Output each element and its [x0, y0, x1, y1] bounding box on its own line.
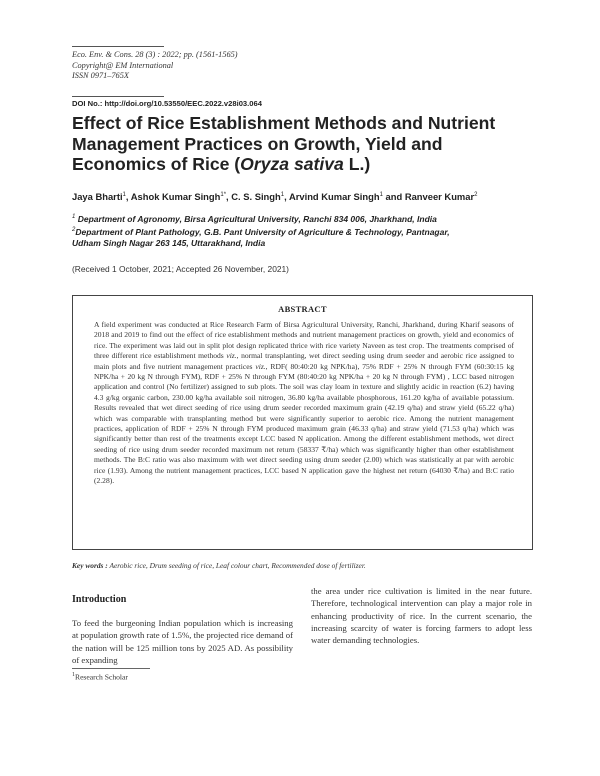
footnote-marker: 1 — [72, 672, 75, 678]
footnote-text: Research Scholar — [75, 672, 128, 682]
author-separator: , — [284, 191, 289, 202]
author-affiliation-marker: 2 — [474, 191, 478, 198]
keywords-label: Key words : — [72, 561, 108, 570]
author-affiliation-marker: 1 — [379, 191, 383, 198]
introduction-left-column: To feed the burgeoning Indian population which is increasing at population growth rate of 1.5%, the projected rice demand of the nation will be 125 million tons by 2025 AD. As possibility of expanding — [72, 618, 293, 665]
author-name: Arvind Kumar Singh — [288, 191, 380, 202]
abstract-box — [72, 295, 533, 550]
title-line-2: Management Practices on Growth, Yield and — [72, 133, 443, 154]
abstract-heading: ABSTRACT — [278, 304, 327, 314]
author-name: Ranveer Kumar — [404, 191, 475, 202]
journal-copyright: Copyright@ EM International — [72, 60, 174, 70]
affiliation-2 — [72, 225, 450, 250]
affiliation-text: Department of Plant Pathology, G.B. Pant University of Agriculture & Technology, Pantnagar, — [75, 226, 450, 237]
footnote-rule — [72, 668, 150, 669]
author-name: C. S. Singh — [231, 191, 281, 202]
author-name: Ashok Kumar Singh — [130, 191, 221, 202]
author-affiliation-marker: 1 — [280, 191, 285, 198]
author-separator: and — [382, 191, 405, 202]
author-separator: , — [226, 191, 232, 202]
title-line-3-suffix: L.) — [343, 154, 371, 174]
abstract-text-part-b: , normal transplanting, wet direct seeding using drum seeder and aerobic rice assigned to main plots and five nutrient management practices — [94, 351, 514, 371]
affiliation-marker: 2 — [72, 227, 76, 233]
author-name: Jaya Bharti — [72, 191, 123, 202]
author-affiliation-marker: 1 — [122, 191, 126, 198]
author-affiliation-marker: 1* — [220, 191, 227, 198]
affiliation-marker: 1 — [72, 214, 76, 220]
author-list — [72, 191, 477, 202]
affiliation-2-line-2: Udham Singh Nagar 263 145, Uttarakhand, India — [72, 238, 266, 249]
doi-link[interactable]: DOI No.: http://doi.org/10.53550/EEC.2022.v28i03.064 — [72, 99, 262, 108]
species-name: Oryza sativa — [240, 154, 344, 174]
introduction-right-column: the area under rice cultivation is limited in the near future. Therefore, technological intervention can play a major role in enhancing productivity of rice. In the current scenario, the increasing scarcity of water is forcing farmers to adopt less water demanding technologies. — [311, 586, 532, 646]
keywords-line — [72, 561, 366, 570]
keywords-value: Aerobic rice, Drum seeding of rice, Leaf colour chart, Recommended dose of fertilizer. — [107, 561, 366, 570]
affiliation-2-line-1 — [72, 225, 450, 238]
title-line-3-prefix: Economics of Rice ( — [72, 154, 241, 174]
journal-issn: ISSN 0971–765X — [72, 71, 129, 81]
abstract-text-part-c: , RDF( 80:40:20 kg NPK/ha), 75% RDF + 25% N through FYM (60:30:15 kg NPK/ha + 20 kg N through FYM), RDF + 25% N through FYM (80:40:20 kg NPK/ha + 20 kg N through FYM) , LCC based nitrogen application and control (No fertilizer) assigned to sub plots. The soil was clay loam in texture and slightly acidic in reaction (6.2) having 4.3 g/kg organic carbon, 230.00 kg/ha available soil nitrogen, 36.80 kg/ha available phosphorous, 161.20 kg/ha of available potassium. Results revealed that wet direct seeding of rice using drum seeder recorded maximum grain (42.19 q/ha) and straw yield (65.22 q/ha) which was comparable with transplanting method but were significantly superior to aerobic rice. Among the nutrient management practices, application of RDF + 25% N through FYM produced maximum grain (46.33 q/ha) and straw yield (71.53 q/ha) which was significantly better than rest of the treatments except LCC based N application. Among the different establishment methods, wet direct seeding of rice using drum seeder recorded maximum net return (58337 ₹/ha) which was significantly higher than other establishment methods. The B:C ratio was also maximum with wet direct seeding using drum seeder (2.00) which was statistically at par with aerobic rice (1.93). Among the nutrient management practices, LCC based N application gave the highest net return (64030 ₹/ha) and B:C ratio (2.28). — [94, 361, 514, 486]
introduction-heading: Introduction — [72, 594, 127, 605]
journal-info-box — [72, 46, 238, 97]
journal-citation: Eco. Env. & Cons. 28 (3) : 2022; pp. (1561-1565) — [72, 50, 238, 59]
title-line-1: Effect of Rice Establishment Methods and Nutrient — [72, 113, 496, 133]
footnote — [72, 672, 128, 682]
paper-title — [72, 113, 542, 175]
abstract-text-part-a: A field experiment was conducted at Rice Research Farm of Birsa Agricultural University, Ranchi, Jharkhand, during Kharif seasons of 2018 and 2019 to find out the effect of rice establishment methods and nutrient management practices on growth, yield and economics of rice. The experiment was laid out in split plot design replicated thrice with rice variety Naveen as test crop. The treatments comprised of three different rice establishment methods — [94, 320, 514, 361]
affiliation-1 — [72, 212, 437, 225]
author-separator: , — [125, 191, 131, 202]
received-accepted-dates: (Received 1 October, 2021; Accepted 26 November, 2021) — [72, 264, 289, 274]
title-line-3 — [72, 154, 542, 175]
abstract-text — [94, 320, 514, 487]
abstract-viz-1: viz. — [226, 351, 237, 361]
affiliation-text: Department of Agronomy, Birsa Agricultural University, Ranchi 834 006, Jharkhand, India — [77, 213, 437, 224]
abstract-viz-2: viz. — [255, 361, 266, 371]
